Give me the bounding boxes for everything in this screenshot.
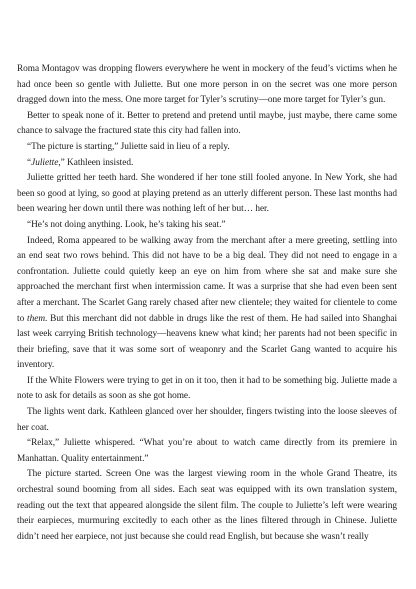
paragraph: Roma Montagov was dropping flowers everywhere he went in mockery of the feud’s victims when he had once been so gentle with Juliette. But one more person in on the secret was one more person dragged down into the mess. One more target for Tyler’s scrutiny—one more target for Tyler’s gun.	[17, 64, 397, 106]
paragraph: The picture started. Screen One was the largest viewing room in the whole Grand Theatre, its orchestral sound booming from all sides. Each seat was equipped with its own translation system, reading out the text that appeared alongside the silent film. The couple to Juliette’s left were wearing their earpieces, murmuring excitedly to each other as the lines filtered through in Chinese. Juliette didn’t need her earpiece, not just because she could read English, but because she wasn’t really	[17, 469, 397, 542]
paragraph: “He’s not doing anything. Look, he’s taking his seat.”	[27, 219, 226, 230]
paragraph: “The picture is starting,” Juliette said in lieu of a reply.	[27, 141, 230, 152]
paragraph: If the White Flowers were trying to get in on it too, then it had to be something big. Juliette made a note to ask for details as soon as she got home.	[17, 375, 397, 402]
paragraph: “Relax,” Juliette whispered. “What you’re about to watch came directly from its premiere in Manhattan. Quality entertainment.”	[17, 438, 397, 464]
paragraph: Juliette gritted her teeth hard. She wondered if her tone still fooled anyone. In New York, she had been so good at lying, so good at playing pretend as an utterly different person. These last months had been wearing her down until there was nothing left of her but… her.	[17, 173, 397, 215]
paragraph: “Juliette,” Kathleen insisted.	[27, 157, 134, 168]
paragraph: The lights went dark. Kathleen glanced over her shoulder, fingers twisting into the loose sleeves of her coat.	[17, 407, 397, 433]
paragraph: Better to speak none of it. Better to pretend and pretend until maybe, just maybe, there came some chance to salvage the fractured state this city had fallen into.	[17, 110, 397, 137]
paragraph: Indeed, Roma appeared to be walking away from the merchant after a mere greeting, settling into an end seat two rows behind. This did not have to be a big deal. They did not need to engage in a confrontation. Juliette could quietly keep an eye on him from where she sat and make sure she approached the merchant first when intermission came. It was a surprise that she had even been sent after a merchant. The Scarlet Gang rarely chased after new clientele; they waited for clientele to come to them. But this merchant did not dabble in drugs like the rest of them. He had sailed into Shanghai last week carrying British technology—heavens knew what kind; her parents had not been specific in their briefing, save that it was some sort of weaponry and the Scarlet Gang wanted to acquire his inventory.	[17, 235, 398, 371]
body-text	[17, 62, 397, 545]
